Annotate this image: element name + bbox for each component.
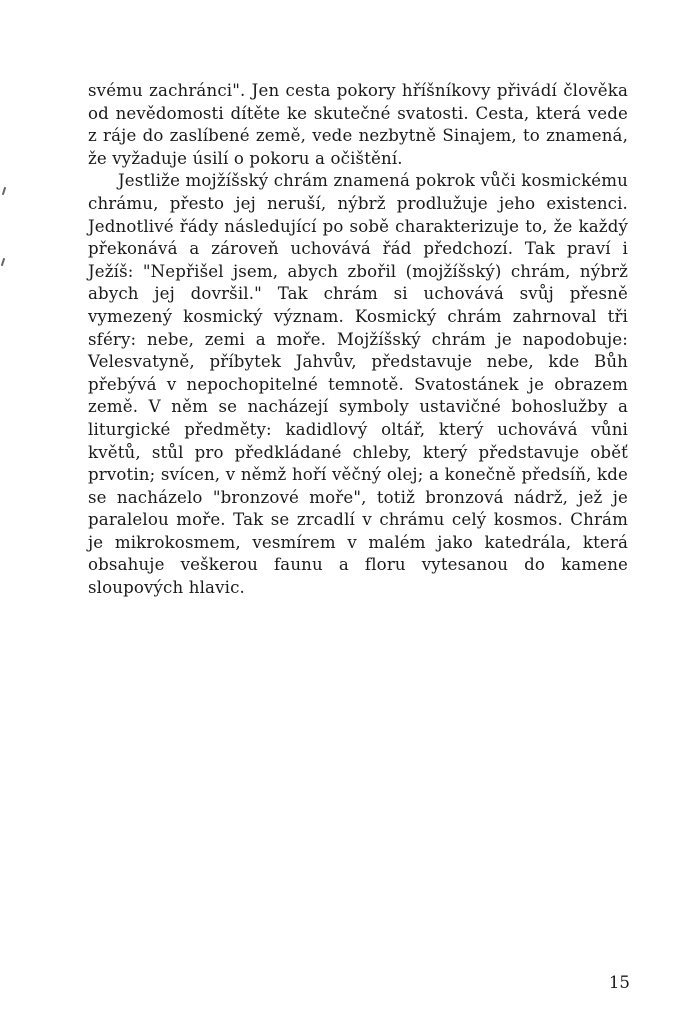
paragraph-continuation: svému zachránci". Jen cesta pokory hříšníkovy přivádí člověka od nevědomosti dítěte ke skutečné svatosti. Cesta, která vede z ráje do zaslíbené země, vede nezbytně Sinajem, to znamená, že vyžaduje úsilí o pokoru a očištění. [88,81,628,168]
margin-mark [1,258,5,266]
page-number: 15 [608,973,630,992]
paragraph-temple: Jestliže mojžíšský chrám znamená pokrok vůči kosmickému chrámu, přesto jej neruší, nýbrž prodlužuje jeho existenci. Jednotlivé řády následující po sobě charakterizuje to, že každý překonává a zároveň uchovává řád předchozí. Tak praví i Ježíš: "Nepřišel jsem, abych zbořil (mojžíšský) chrám, nýbrž abych jej dovršil." Tak chrám si uchovává svůj přesně vymezený kosmický význam. Kosmický chrám zahrnoval tři sféry: nebe, zemi a moře. Mojžíšský chrám je napodobuje: Velesvatyně, příbytek Jahvův, představuje nebe, kde Bůh přebývá v nepochopitelné temnotě. Svatostánek je obrazem země. V něm se nacházejí symboly ustavičné bohoslužby a liturgické předměty: kadidlový oltář, který uchovává vůni květů, stůl pro předkládané chleby, který představuje oběť prvotin; svícen, v němž hoří věčný olej; a konečně předsíň, kde se nacházelo "bronzové moře", totiž bronzová nádrž, jež je paralelou moře. Tak se zrcadlí v chrámu celý kosmos. Chrám je mikrokosmem, vesmírem v malém jako katedrála, která obsahuje veškerou faunu a floru vytesanou do kamene sloupových hlavic. [88,171,628,598]
body-text [88,80,628,600]
margin-mark [2,187,6,195]
